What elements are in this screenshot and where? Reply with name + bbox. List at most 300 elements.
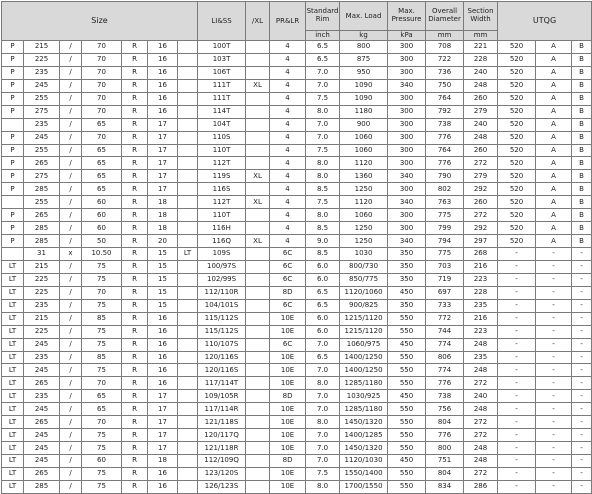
cell-section-width: 248 [464, 364, 498, 377]
cell-std-rim: 6.5 [306, 299, 340, 312]
cell-li-ss: 114T [198, 105, 246, 118]
cell-temperature: B [572, 183, 592, 196]
cell-width: 245 [24, 79, 60, 92]
cell-aspect: 70 [82, 79, 122, 92]
cell-li-ss: 120/116S [198, 351, 246, 364]
cell-separator: / [60, 222, 82, 235]
unit-pressure: kPa [388, 31, 426, 41]
cell-section-width: 248 [464, 79, 498, 92]
cell-treadwear: 520 [498, 196, 536, 209]
table-row [2, 286, 592, 299]
cell-section-width: 235 [464, 299, 498, 312]
cell-separator: / [60, 325, 82, 338]
cell-std-rim: 7.5 [306, 467, 340, 480]
cell-std-rim: 7.0 [306, 403, 340, 416]
cell-overall-diameter: 776 [426, 429, 464, 442]
cell-width: 265 [24, 467, 60, 480]
cell-temperature: - [572, 273, 592, 286]
cell-li-ss: 121/118R [198, 442, 246, 455]
cell-temperature: - [572, 351, 592, 364]
cell-construction: R [122, 325, 148, 338]
cell-treadwear: - [498, 312, 536, 325]
cell-section-width: 272 [464, 429, 498, 442]
cell-max-pressure: 550 [388, 480, 426, 493]
cell-overall-diameter: 764 [426, 92, 464, 105]
cell-temperature: B [572, 235, 592, 248]
cell-aspect: 75 [82, 260, 122, 273]
cell-temperature: B [572, 170, 592, 183]
cell-pr-lr: 6C [270, 260, 306, 273]
cell-section-width: 240 [464, 390, 498, 403]
cell-construction: R [122, 260, 148, 273]
cell-aspect: 60 [82, 209, 122, 222]
cell-type: LT [2, 429, 24, 442]
cell-type [2, 196, 24, 209]
cell-treadwear: 520 [498, 157, 536, 170]
cell-overall-diameter: 776 [426, 157, 464, 170]
table-row [2, 467, 592, 480]
cell-max-pressure: 340 [388, 235, 426, 248]
table-body [2, 41, 592, 494]
cell-treadwear: - [498, 429, 536, 442]
cell-aspect: 70 [82, 41, 122, 54]
cell-rim: 16 [148, 92, 178, 105]
cell-temperature: B [572, 53, 592, 66]
cell-aspect: 75 [82, 467, 122, 480]
cell-traction: A [536, 144, 572, 157]
cell-xl [246, 157, 270, 170]
table-row [2, 390, 592, 403]
cell-li-ss: 112/109Q [198, 455, 246, 468]
cell-overall-diameter: 750 [426, 79, 464, 92]
table-row [2, 170, 592, 183]
cell-li-ss: 119S [198, 170, 246, 183]
cell-temperature: B [572, 105, 592, 118]
cell-li-ss: 110T [198, 209, 246, 222]
unit-rim: inch [306, 31, 340, 41]
table-row [2, 416, 592, 429]
cell-construction: R [122, 131, 148, 144]
cell-separator: / [60, 66, 82, 79]
cell-treadwear: - [498, 377, 536, 390]
cell-service [178, 131, 198, 144]
cell-traction: - [536, 312, 572, 325]
cell-rim: 16 [148, 53, 178, 66]
cell-aspect: 70 [82, 131, 122, 144]
cell-rim: 15 [148, 299, 178, 312]
cell-rim: 15 [148, 286, 178, 299]
cell-xl [246, 66, 270, 79]
cell-type: LT [2, 260, 24, 273]
cell-type [2, 118, 24, 131]
cell-rim: 17 [148, 403, 178, 416]
cell-std-rim: 8.0 [306, 157, 340, 170]
cell-overall-diameter: 733 [426, 299, 464, 312]
table-row [2, 209, 592, 222]
cell-rim: 18 [148, 196, 178, 209]
cell-treadwear: - [498, 286, 536, 299]
cell-std-rim: 6.0 [306, 260, 340, 273]
cell-overall-diameter: 775 [426, 248, 464, 261]
cell-type: P [2, 209, 24, 222]
cell-pr-lr: 10E [270, 377, 306, 390]
table-row [2, 273, 592, 286]
cell-overall-diameter: 738 [426, 390, 464, 403]
cell-separator: / [60, 118, 82, 131]
cell-max-load: 1120/1030 [340, 455, 388, 468]
cell-service [178, 338, 198, 351]
cell-pr-lr: 4 [270, 170, 306, 183]
cell-xl [246, 377, 270, 390]
cell-rim: 17 [148, 157, 178, 170]
cell-treadwear: - [498, 364, 536, 377]
cell-std-rim: 6.0 [306, 325, 340, 338]
cell-width: 265 [24, 157, 60, 170]
table-row [2, 299, 592, 312]
cell-xl [246, 364, 270, 377]
cell-temperature: B [572, 196, 592, 209]
cell-separator: / [60, 480, 82, 493]
cell-pr-lr: 6C [270, 299, 306, 312]
cell-li-ss: 110T [198, 144, 246, 157]
cell-construction: R [122, 364, 148, 377]
cell-type: P [2, 170, 24, 183]
cell-temperature: - [572, 429, 592, 442]
cell-construction: R [122, 248, 148, 261]
cell-max-pressure: 550 [388, 312, 426, 325]
cell-treadwear: - [498, 273, 536, 286]
cell-temperature: B [572, 92, 592, 105]
cell-rim: 16 [148, 66, 178, 79]
cell-li-ss: 104/101S [198, 299, 246, 312]
cell-width: 31 [24, 248, 60, 261]
cell-service [178, 286, 198, 299]
cell-overall-diameter: 774 [426, 338, 464, 351]
cell-std-rim: 6.5 [306, 53, 340, 66]
cell-section-width: 216 [464, 312, 498, 325]
cell-section-width: 240 [464, 118, 498, 131]
cell-overall-diameter: 763 [426, 196, 464, 209]
cell-max-load: 1215/1120 [340, 325, 388, 338]
cell-overall-diameter: 708 [426, 41, 464, 54]
cell-section-width: 223 [464, 273, 498, 286]
cell-overall-diameter: 804 [426, 416, 464, 429]
cell-max-pressure: 300 [388, 41, 426, 54]
cell-separator: / [60, 467, 82, 480]
header-li-ss: LI&SS [198, 2, 246, 41]
cell-type: P [2, 131, 24, 144]
cell-treadwear: 520 [498, 222, 536, 235]
cell-pr-lr: 10E [270, 312, 306, 325]
cell-std-rim: 6.5 [306, 351, 340, 364]
cell-xl [246, 248, 270, 261]
cell-pr-lr: 4 [270, 131, 306, 144]
cell-std-rim: 8.0 [306, 105, 340, 118]
cell-construction: R [122, 312, 148, 325]
cell-rim: 17 [148, 131, 178, 144]
cell-treadwear: - [498, 338, 536, 351]
cell-separator: / [60, 429, 82, 442]
cell-rim: 16 [148, 377, 178, 390]
table-row [2, 157, 592, 170]
cell-treadwear: 520 [498, 105, 536, 118]
cell-service [178, 183, 198, 196]
cell-li-ss: 109/105R [198, 390, 246, 403]
cell-width: 235 [24, 118, 60, 131]
cell-traction: - [536, 338, 572, 351]
cell-treadwear: - [498, 455, 536, 468]
cell-std-rim: 8.0 [306, 170, 340, 183]
cell-section-width: 223 [464, 325, 498, 338]
cell-service [178, 41, 198, 54]
table-row [2, 235, 592, 248]
table-row [2, 183, 592, 196]
cell-service [178, 273, 198, 286]
cell-max-pressure: 300 [388, 157, 426, 170]
cell-max-load: 1215/1120 [340, 312, 388, 325]
cell-treadwear: 520 [498, 170, 536, 183]
cell-pr-lr: 4 [270, 196, 306, 209]
cell-pr-lr: 10E [270, 467, 306, 480]
cell-width: 225 [24, 273, 60, 286]
cell-section-width: 260 [464, 196, 498, 209]
cell-type: LT [2, 455, 24, 468]
cell-service [178, 92, 198, 105]
table-row [2, 351, 592, 364]
cell-temperature: - [572, 299, 592, 312]
cell-construction: R [122, 144, 148, 157]
table-row [2, 79, 592, 92]
cell-overall-diameter: 744 [426, 325, 464, 338]
cell-temperature: - [572, 403, 592, 416]
cell-construction: R [122, 467, 148, 480]
cell-type: LT [2, 299, 24, 312]
cell-pr-lr: 4 [270, 41, 306, 54]
cell-width: 265 [24, 209, 60, 222]
tire-spec-page [0, 1, 584, 491]
table-row [2, 442, 592, 455]
cell-section-width: 279 [464, 105, 498, 118]
cell-section-width: 292 [464, 183, 498, 196]
cell-traction: - [536, 467, 572, 480]
cell-max-pressure: 550 [388, 442, 426, 455]
cell-traction: A [536, 66, 572, 79]
cell-service [178, 351, 198, 364]
cell-type: P [2, 157, 24, 170]
cell-li-ss: 112T [198, 196, 246, 209]
cell-std-rim: 8.5 [306, 248, 340, 261]
cell-treadwear: - [498, 260, 536, 273]
cell-section-width: 248 [464, 403, 498, 416]
cell-max-load: 900 [340, 118, 388, 131]
cell-max-load: 1360 [340, 170, 388, 183]
cell-xl [246, 41, 270, 54]
cell-aspect: 65 [82, 183, 122, 196]
cell-max-load: 1180 [340, 105, 388, 118]
cell-li-ss: 116H [198, 222, 246, 235]
cell-std-rim: 6.0 [306, 273, 340, 286]
cell-treadwear: 520 [498, 41, 536, 54]
cell-treadwear: - [498, 390, 536, 403]
cell-rim: 17 [148, 390, 178, 403]
cell-service [178, 442, 198, 455]
cell-traction: - [536, 403, 572, 416]
cell-traction: - [536, 455, 572, 468]
cell-traction: A [536, 92, 572, 105]
cell-aspect: 60 [82, 455, 122, 468]
cell-service [178, 260, 198, 273]
cell-li-ss: 100T [198, 41, 246, 54]
cell-type: LT [2, 286, 24, 299]
cell-max-pressure: 350 [388, 248, 426, 261]
cell-service [178, 480, 198, 493]
cell-width: 255 [24, 196, 60, 209]
cell-separator: / [60, 196, 82, 209]
cell-temperature: - [572, 286, 592, 299]
cell-type: P [2, 235, 24, 248]
cell-li-ss: 115/112S [198, 325, 246, 338]
cell-service [178, 105, 198, 118]
cell-construction: R [122, 429, 148, 442]
cell-separator: / [60, 157, 82, 170]
cell-pr-lr: 6C [270, 338, 306, 351]
cell-xl: XL [246, 235, 270, 248]
cell-construction: R [122, 183, 148, 196]
cell-aspect: 70 [82, 53, 122, 66]
cell-pr-lr: 4 [270, 79, 306, 92]
cell-separator: / [60, 260, 82, 273]
cell-width: 285 [24, 480, 60, 493]
cell-treadwear: - [498, 325, 536, 338]
cell-aspect: 65 [82, 144, 122, 157]
cell-xl [246, 144, 270, 157]
cell-std-rim: 7.0 [306, 338, 340, 351]
cell-max-pressure: 450 [388, 455, 426, 468]
cell-std-rim: 6.5 [306, 286, 340, 299]
cell-construction: R [122, 105, 148, 118]
cell-treadwear: - [498, 480, 536, 493]
cell-rim: 16 [148, 105, 178, 118]
cell-traction: A [536, 183, 572, 196]
cell-max-load: 1090 [340, 92, 388, 105]
cell-overall-diameter: 800 [426, 442, 464, 455]
cell-max-load: 1060 [340, 131, 388, 144]
cell-treadwear: - [498, 299, 536, 312]
cell-width: 245 [24, 442, 60, 455]
cell-construction: R [122, 338, 148, 351]
cell-section-width: 268 [464, 248, 498, 261]
table-row [2, 364, 592, 377]
cell-traction: A [536, 157, 572, 170]
cell-construction: R [122, 390, 148, 403]
cell-aspect: 75 [82, 480, 122, 493]
cell-xl [246, 273, 270, 286]
cell-section-width: 248 [464, 131, 498, 144]
cell-width: 245 [24, 338, 60, 351]
cell-separator: / [60, 455, 82, 468]
cell-type: P [2, 222, 24, 235]
cell-width: 225 [24, 53, 60, 66]
cell-traction: - [536, 364, 572, 377]
cell-separator: / [60, 364, 82, 377]
cell-std-rim: 8.5 [306, 222, 340, 235]
table-row [2, 338, 592, 351]
cell-separator: x [60, 248, 82, 261]
cell-max-load: 1450/1320 [340, 416, 388, 429]
cell-max-pressure: 450 [388, 390, 426, 403]
cell-aspect: 75 [82, 429, 122, 442]
cell-temperature: B [572, 209, 592, 222]
cell-width: 265 [24, 377, 60, 390]
table-row [2, 480, 592, 493]
cell-service [178, 66, 198, 79]
cell-traction: - [536, 416, 572, 429]
cell-traction: A [536, 105, 572, 118]
cell-aspect: 75 [82, 325, 122, 338]
cell-std-rim: 8.0 [306, 480, 340, 493]
cell-temperature: - [572, 377, 592, 390]
cell-service [178, 377, 198, 390]
header-max-load: Max. Load [340, 2, 388, 31]
cell-aspect: 85 [82, 312, 122, 325]
cell-traction: - [536, 286, 572, 299]
cell-construction: R [122, 118, 148, 131]
cell-temperature: - [572, 442, 592, 455]
cell-temperature: B [572, 144, 592, 157]
cell-pr-lr: 10E [270, 351, 306, 364]
cell-pr-lr: 4 [270, 144, 306, 157]
cell-service [178, 390, 198, 403]
cell-rim: 16 [148, 338, 178, 351]
table-row [2, 66, 592, 79]
cell-width: 265 [24, 416, 60, 429]
cell-construction: R [122, 235, 148, 248]
cell-section-width: 228 [464, 53, 498, 66]
cell-construction: R [122, 377, 148, 390]
cell-separator: / [60, 53, 82, 66]
cell-pr-lr: 4 [270, 157, 306, 170]
cell-treadwear: - [498, 467, 536, 480]
cell-section-width: 272 [464, 416, 498, 429]
cell-xl [246, 390, 270, 403]
cell-overall-diameter: 775 [426, 209, 464, 222]
cell-aspect: 65 [82, 118, 122, 131]
unit-load: kg [340, 31, 388, 41]
cell-xl [246, 429, 270, 442]
header-section-width: Section Width [464, 2, 498, 31]
cell-service [178, 235, 198, 248]
cell-xl [246, 351, 270, 364]
cell-max-pressure: 300 [388, 131, 426, 144]
cell-xl [246, 467, 270, 480]
cell-max-load: 1285/1180 [340, 403, 388, 416]
cell-max-load: 875 [340, 53, 388, 66]
cell-section-width: 221 [464, 41, 498, 54]
cell-type: P [2, 41, 24, 54]
header-overall-diameter: Overall Diameter [426, 2, 464, 31]
cell-temperature: - [572, 338, 592, 351]
cell-max-pressure: 550 [388, 351, 426, 364]
cell-rim: 17 [148, 442, 178, 455]
unit-width: mm [464, 31, 498, 41]
cell-traction: - [536, 299, 572, 312]
header-standard-rim: Standard Rim [306, 2, 340, 31]
cell-overall-diameter: 751 [426, 455, 464, 468]
cell-aspect: 65 [82, 390, 122, 403]
cell-type: LT [2, 325, 24, 338]
cell-type: LT [2, 312, 24, 325]
cell-width: 215 [24, 312, 60, 325]
